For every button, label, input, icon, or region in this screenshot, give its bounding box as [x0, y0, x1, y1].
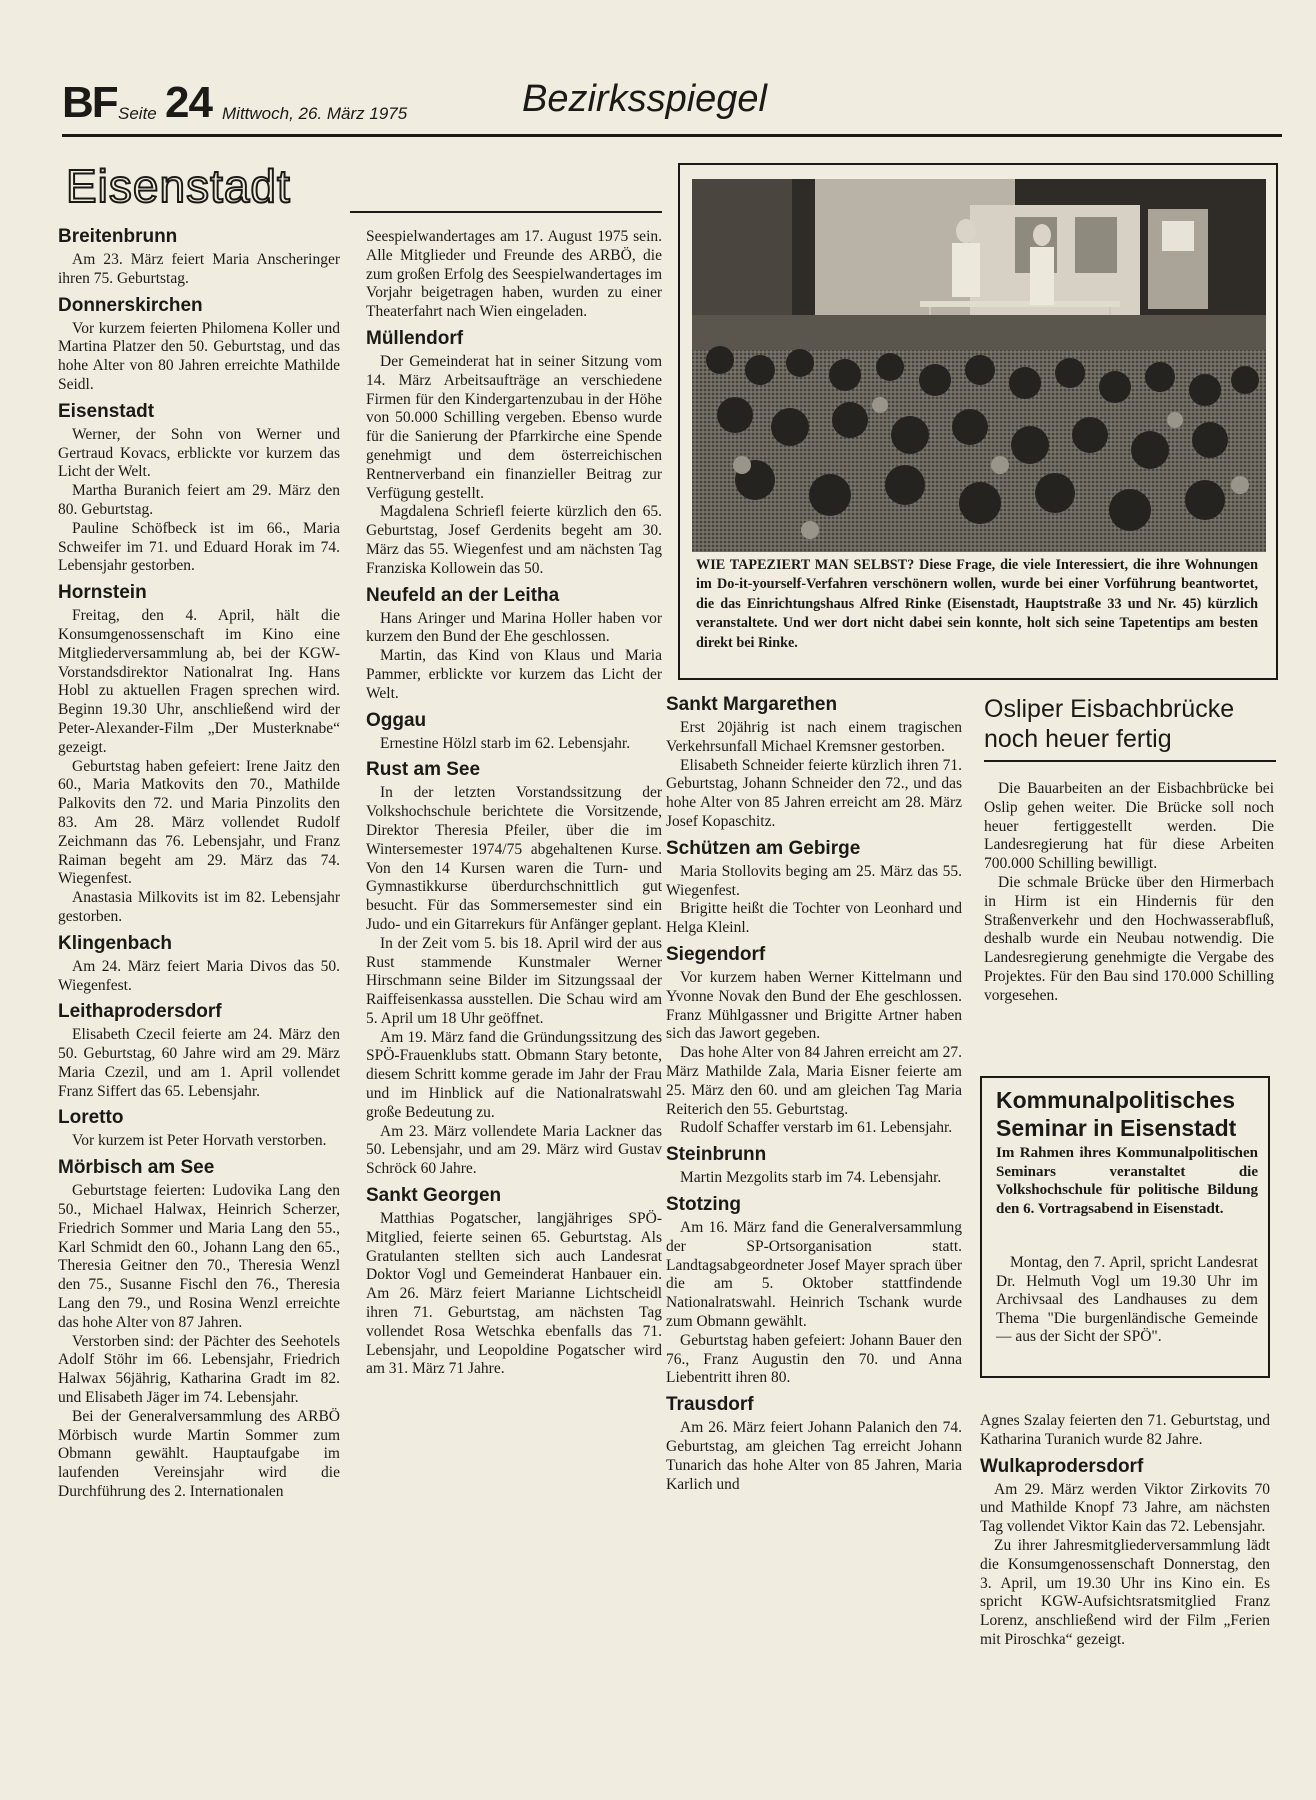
article-paragraph: Verstorben sind: der Pächter des Seehotels Adolf Stöhr im 66. Lebensjahr, Friedrich Halwax 56jährig, Katharina Gradt im 82. und Elisabeth Jäger im 74. Lebensjahr. [58, 1332, 340, 1407]
place-heading: Eisenstadt [58, 400, 155, 422]
place-heading: Neufeld an der Leitha [366, 584, 560, 606]
osliper-para: Die schmale Brücke über den Hirmerbach in Hirm ist ein Hindernis für den Straßenverkehr und den Hochwasserabfluß, deshalb wurde ein Neubau notwendig. Die Landesregierung genehmigte die Vergabe des Projektes. Für den Bau sind 170.000 Schilling vorgesehen. [984, 873, 1274, 1004]
article-paragraph: Vor kurzem ist Peter Horvath verstorben. [72, 1132, 327, 1150]
page-number: 24 [165, 78, 212, 127]
place-heading: Stotzing [666, 1193, 741, 1215]
article-paragraph: Der Gemeinderat hat in seiner Sitzung vom 14. März Arbeitsaufträge an verschiedene Firmen für den Kindergartenzubau in der Höhe von 50.000 Schilling vergeben. Ebenso wurde für die Sanierung der Pfarrkirche eine Spende genehmigt und dem österreichischen Rentnerverband ein finanzieller Beitrag zur Verfügung gestellt. [366, 352, 662, 502]
article-paragraph: In der Zeit vom 5. bis 18. April wird der aus Rust stammende Kunstmaler Werner Hirschmann seine Bilder im Sitzungssaal der Raiffeisenkassa ausstellen. Die Schau wird am 5. April um 18 Uhr geöffnet. [366, 934, 662, 1027]
place-heading: Müllendorf [366, 327, 464, 349]
article-paragraph: Am 23. März vollendete Maria Lackner das 50. Lebensjahr, und am 29. März wird Gustav Schröck 60 Jahre. [366, 1122, 662, 1178]
article-paragraph: Matthias Pogatscher, langjähriges SPÖ-Mitglied, feierte seinen 65. Geburtstag. Als Gratulanten stellten sich auch Landesrat Doktor Vogl und Gemeinderat Hanbauer ein. Am 26. März feiert Marianne Lichtscheidl ihren 71. Geburtstag, am nächsten Tag vollendet Rosa Wetschka ebenfalls das 71. Lebensjahr, und Leopoldine Pogatscher wird am 31. März 71 Jahre. [366, 1210, 662, 1378]
article-paragraph: Brigitte heißt die Tochter von Leonhard und Helga Kleinl. [666, 900, 962, 937]
article-paragraph: Seespielwandertages am 17. August 1975 sein. Alle Mitglieder und Freunde des ARBÖ, die zum großen Erfolg des Seespielwandertages im Vorjahr beigetragen haben, wurden zu einer Theaterfahrt nach Wien eingeladen. [366, 228, 662, 321]
article-paragraph: Magdalena Schriefl feierte kürzlich den 65. Geburtstag, Josef Gerdenits begeht am 30. März das 55. Wiegenfest und am nächsten Tag Franziska Kollowein das 50. [366, 503, 662, 577]
article-paragraph: Elisabeth Schneider feierte kürzlich ihren 71. Geburtstag, Johann Schneider den 72., und das hohe Alter von 85 Jahren erreicht am 28. März Josef Kopaschitz. [666, 756, 962, 830]
article-paragraph: Am 16. März fand die Generalversammlung der SP-Ortsorganisation statt. Landtagsabgeordneter Josef Mayer sprach über die am 5. Oktober stattfindende Nationalratswahl. Heinrich Tschank wurde zum Obmann gewählt. [666, 1218, 962, 1330]
article-paragraph: Elisabeth Czecil feierte am 24. März den 50. Geburtstag, 60 Jahre wird am 29. März Maria Czezil, und am 1. April vollendet Franz Siffert das 65. Lebensjahr. [58, 1026, 340, 1100]
place-heading: Trausdorf [666, 1394, 754, 1416]
article-paragraph: Geburtstag haben gefeiert: Johann Bauer den 76., Franz Augustin den 70. und Anna Liebentritt ihren 80. [666, 1331, 962, 1387]
column-1 [58, 226, 340, 1502]
issue-date: Mittwoch, 26. März 1975 [222, 104, 408, 123]
article-paragraph: In der letzten Vorstandssitzung der Volkshochschule berichtete die Vorsitzende, Direktor Theresia Pfeiler, über die im Wintersemester 1974/75 abgehaltenen Kurse. Von den 14 Kursen waren die Turn- und Gymnastikkurse überdurchschnittlich gut besucht. Für das Sommersemester sind ein Judo- und ein Gitarrekurs für Anfänger geplant. [366, 784, 662, 933]
article-paragraph: Werner, der Sohn von Werner und Gertraud Kovacs, erblickte vor kurzem das Licht der Welt. [58, 425, 340, 481]
article-paragraph: Hans Aringer und Marina Holler haben vor kurzem den Bund der Ehe geschlossen. [366, 609, 662, 646]
place-heading: Loretto [58, 1107, 124, 1129]
place-heading: Donnerskirchen [58, 294, 203, 316]
place-heading: Leithaprodersdorf [58, 1001, 222, 1023]
article-paragraph: Martha Buranich feiert am 29. März den 80. Geburtstag. [58, 482, 340, 518]
article-paragraph: Geburtstag haben gefeiert: Irene Jaitz den 60., Maria Matkovits den 70., Mathilde Palkovits den 72. und Maria Pinzolits den 83. Am 28. März vollendet Rudolf Zeichmann das 76. Lebensjahr, und Franz Raiman begeht am 29. März das 74. Wiegenfest. [58, 757, 340, 888]
region-masthead: Eisenstadt [66, 160, 291, 212]
place-heading: Oggau [366, 709, 427, 731]
article-paragraph: Vor kurzem haben Werner Kittelmann und Yvonne Novak den Bund der Ehe geschlossen. Franz Mühlgassner und Brigitte Artner haben sich das Jawort gegeben. [666, 968, 962, 1043]
article-paragraph: Rudolf Schaffer verstarb im 61. Lebensjahr. [680, 1119, 953, 1137]
seminar-title: Kommunalpolitisches Seminar in Eisenstadt [996, 1087, 1237, 1141]
article-paragraph: Zu ihrer Jahresmitgliederversammlung lädt die Konsumgenossenschaft Donnerstag, den 3. April, um 19.30 Uhr ins Kino ein. Es spricht KGW-Aufsichtsratsmitglied Franz Lorenz, anschließend wird der Film „Ferien mit Piroschka“ gezeigt. [980, 1536, 1270, 1648]
header-rule [62, 134, 1282, 137]
place-heading: Steinbrunn [666, 1144, 767, 1166]
article-paragraph: Anastasia Milkovits ist im 82. Lebensjahr gestorben. [58, 889, 340, 925]
article-paragraph: Maria Stollovits beging am 25. März das 55. Wiegenfest. [666, 862, 962, 899]
headline-rule [984, 760, 1276, 762]
article-paragraph: Martin, das Kind von Klaus und Maria Pammer, erblickte vor kurzem das Licht der Welt. [366, 647, 662, 702]
article-paragraph: Am 24. März feiert Maria Divos das 50. Wiegenfest. [58, 957, 340, 994]
place-heading: Mörbisch am See [58, 1157, 215, 1179]
osliper-article [984, 780, 1274, 1006]
column-4-bottom [980, 1412, 1270, 1650]
place-heading: Breitenbrunn [58, 226, 178, 247]
seminar-lead: Im Rahmen ihres Kommunalpolitischen Seminars veranstaltet die Volkshochschule für politische Bildung den 6. Vortragsabend in Eisenstadt. [996, 1145, 1258, 1217]
article-paragraph: Erst 20jährig ist nach einem tragischen Verkehrsunfall Michael Kremsner gestorben. [666, 719, 962, 755]
article-paragraph: Am 26. März feiert Johann Palanich den 74. Geburtstag, am gleichen Tag erreicht Johann Tunarich das hohe Alter von 85 Jahren, Maria Karlich und [666, 1419, 962, 1493]
section-title: Bezirksspiegel [522, 78, 767, 120]
column-2 [366, 228, 662, 1379]
article-paragraph: Bei der Generalversammlung des ARBÖ Mörbisch wurde Martin Sommer zum Obmann gewählt. Hauptaufgabe im laufenden Vereinsjahr wird die Durchführung des 2. Internationalen [58, 1407, 340, 1501]
article-paragraph: Vor kurzem feierten Philomena Koller und Martina Platzer den 50. Geburtstag, und das hohe Alter von 80 Jahren erreichte Mathilde Seidl. [58, 319, 340, 393]
paper-logo: BF [62, 78, 117, 127]
article-paragraph: Freitag, den 4. April, hält die Konsumgenossenschaft im Kino eine Mitgliederversammlung ab, bei der KGW-Vorstandsdirektor Nationalrat Ing. Hans Hobl zu aktuellen Fragen sprechen wird. Beginn 19.30 Uhr, anschließend wird der Peter-Alexander-Film „Der Musterknabe“ gezeigt. [58, 607, 340, 756]
column-3 [666, 694, 962, 1494]
place-heading: Siegendorf [666, 943, 766, 965]
article-paragraph: Agnes Szalay feierten den 71. Geburtstag, und Katharina Turanich wurde 82 Jahre. [980, 1412, 1270, 1448]
place-heading: Hornstein [58, 582, 147, 604]
place-heading: Rust am See [366, 759, 481, 781]
masthead-rule [350, 211, 662, 213]
place-heading: Sankt Georgen [366, 1185, 502, 1207]
article-paragraph: Am 19. März fand die Gründungssitzung des SPÖ-Frauenklubs statt. Obmann Stary betonte, diesem Schritt komme gerade im Jahr der Frau und im Hinblick auf die Nationalratswahl große Bedeutung zu. [366, 1028, 662, 1121]
osliper-headline: Osliper Eisbachbrücke noch heuer fertig [984, 695, 1235, 753]
place-heading: Wulkaprodersdorf [980, 1455, 1144, 1477]
place-heading: Schützen am Gebirge [666, 837, 861, 859]
photo-caption: WIE TAPEZIERT MAN SELBST? Diese Frage, die viele Interessiert, die ihre Wohnungen im Do-it-yourself-Verfahren verschönern wollen, wurde bei einer Vorführung beantwortet, die das Einrichtungshaus Alfred Rinke (Eisenstadt, Hauptstraße 33 und Nr. 45) kürzlich veranstaltete. Und wer dort nicht dabei sein konnte, holt sich seine Tapetentips am besten direkt bei Rinke. [696, 557, 1258, 651]
page-label: Seite [118, 104, 157, 123]
article-paragraph: Martin Mezgolits starb im 74. Lebensjahr. [680, 1169, 942, 1187]
article-paragraph: Ernestine Hölzl starb im 62. Lebensjahr. [380, 734, 631, 752]
article-paragraph: Geburtstage feierten: Ludovika Lang den 50., Michael Halwax, Heinrich Scherzer, Friedrich Sommer und Maria Lang den 55., Karl Schmidt den 60., Johann Lang den 65., Theresia Geitner den 70., Theresia Wenzl den 75., Susanne Fischl den 76., Theresia Lang den 79., und Rosina Wenzl erreichte das hohe Alter von 87 Jahren. [58, 1182, 340, 1331]
seminar-text: Montag, den 7. April, spricht Landesrat Dr. Helmuth Vogl um 19.30 Uhr im Archivsaal des Landhauses zu dem Thema "Die burgenländische Gemeinde — aus der Sicht der SPÖ". [996, 1254, 1258, 1345]
article-paragraph: Pauline Schöfbeck ist im 66., Maria Schweifer im 71. und Eduard Horak im 74. Lebensjahr gestorben. [58, 519, 340, 575]
place-heading: Sankt Margarethen [666, 694, 838, 715]
article-paragraph: Das hohe Alter von 84 Jahren erreicht am 27. März Mathilde Zala, Maria Eisner feierte am 25. März den 60. und am gleichen Tag Maria Reiterich den 55. Geburtstag. [666, 1044, 962, 1118]
place-heading: Klingenbach [58, 932, 173, 954]
article-paragraph: Am 29. März werden Viktor Zirkovits 70 und Mathilde Knopf 73 Jahre, am nächsten Tag vollendet Viktor Kain das 72. Lebensjahr. [980, 1480, 1270, 1536]
article-paragraph: Am 23. März feiert Maria Anscheringer ihren 75. Geburtstag. [58, 251, 340, 287]
osliper-para: Die Bauarbeiten an der Eisbachbrücke bei Oslip gehen weiter. Die Brücke soll noch heuer fertiggestellt werden. Die Landesregierung hat für diese Arbeiten 700.000 Schilling bewilligt. [984, 780, 1274, 873]
